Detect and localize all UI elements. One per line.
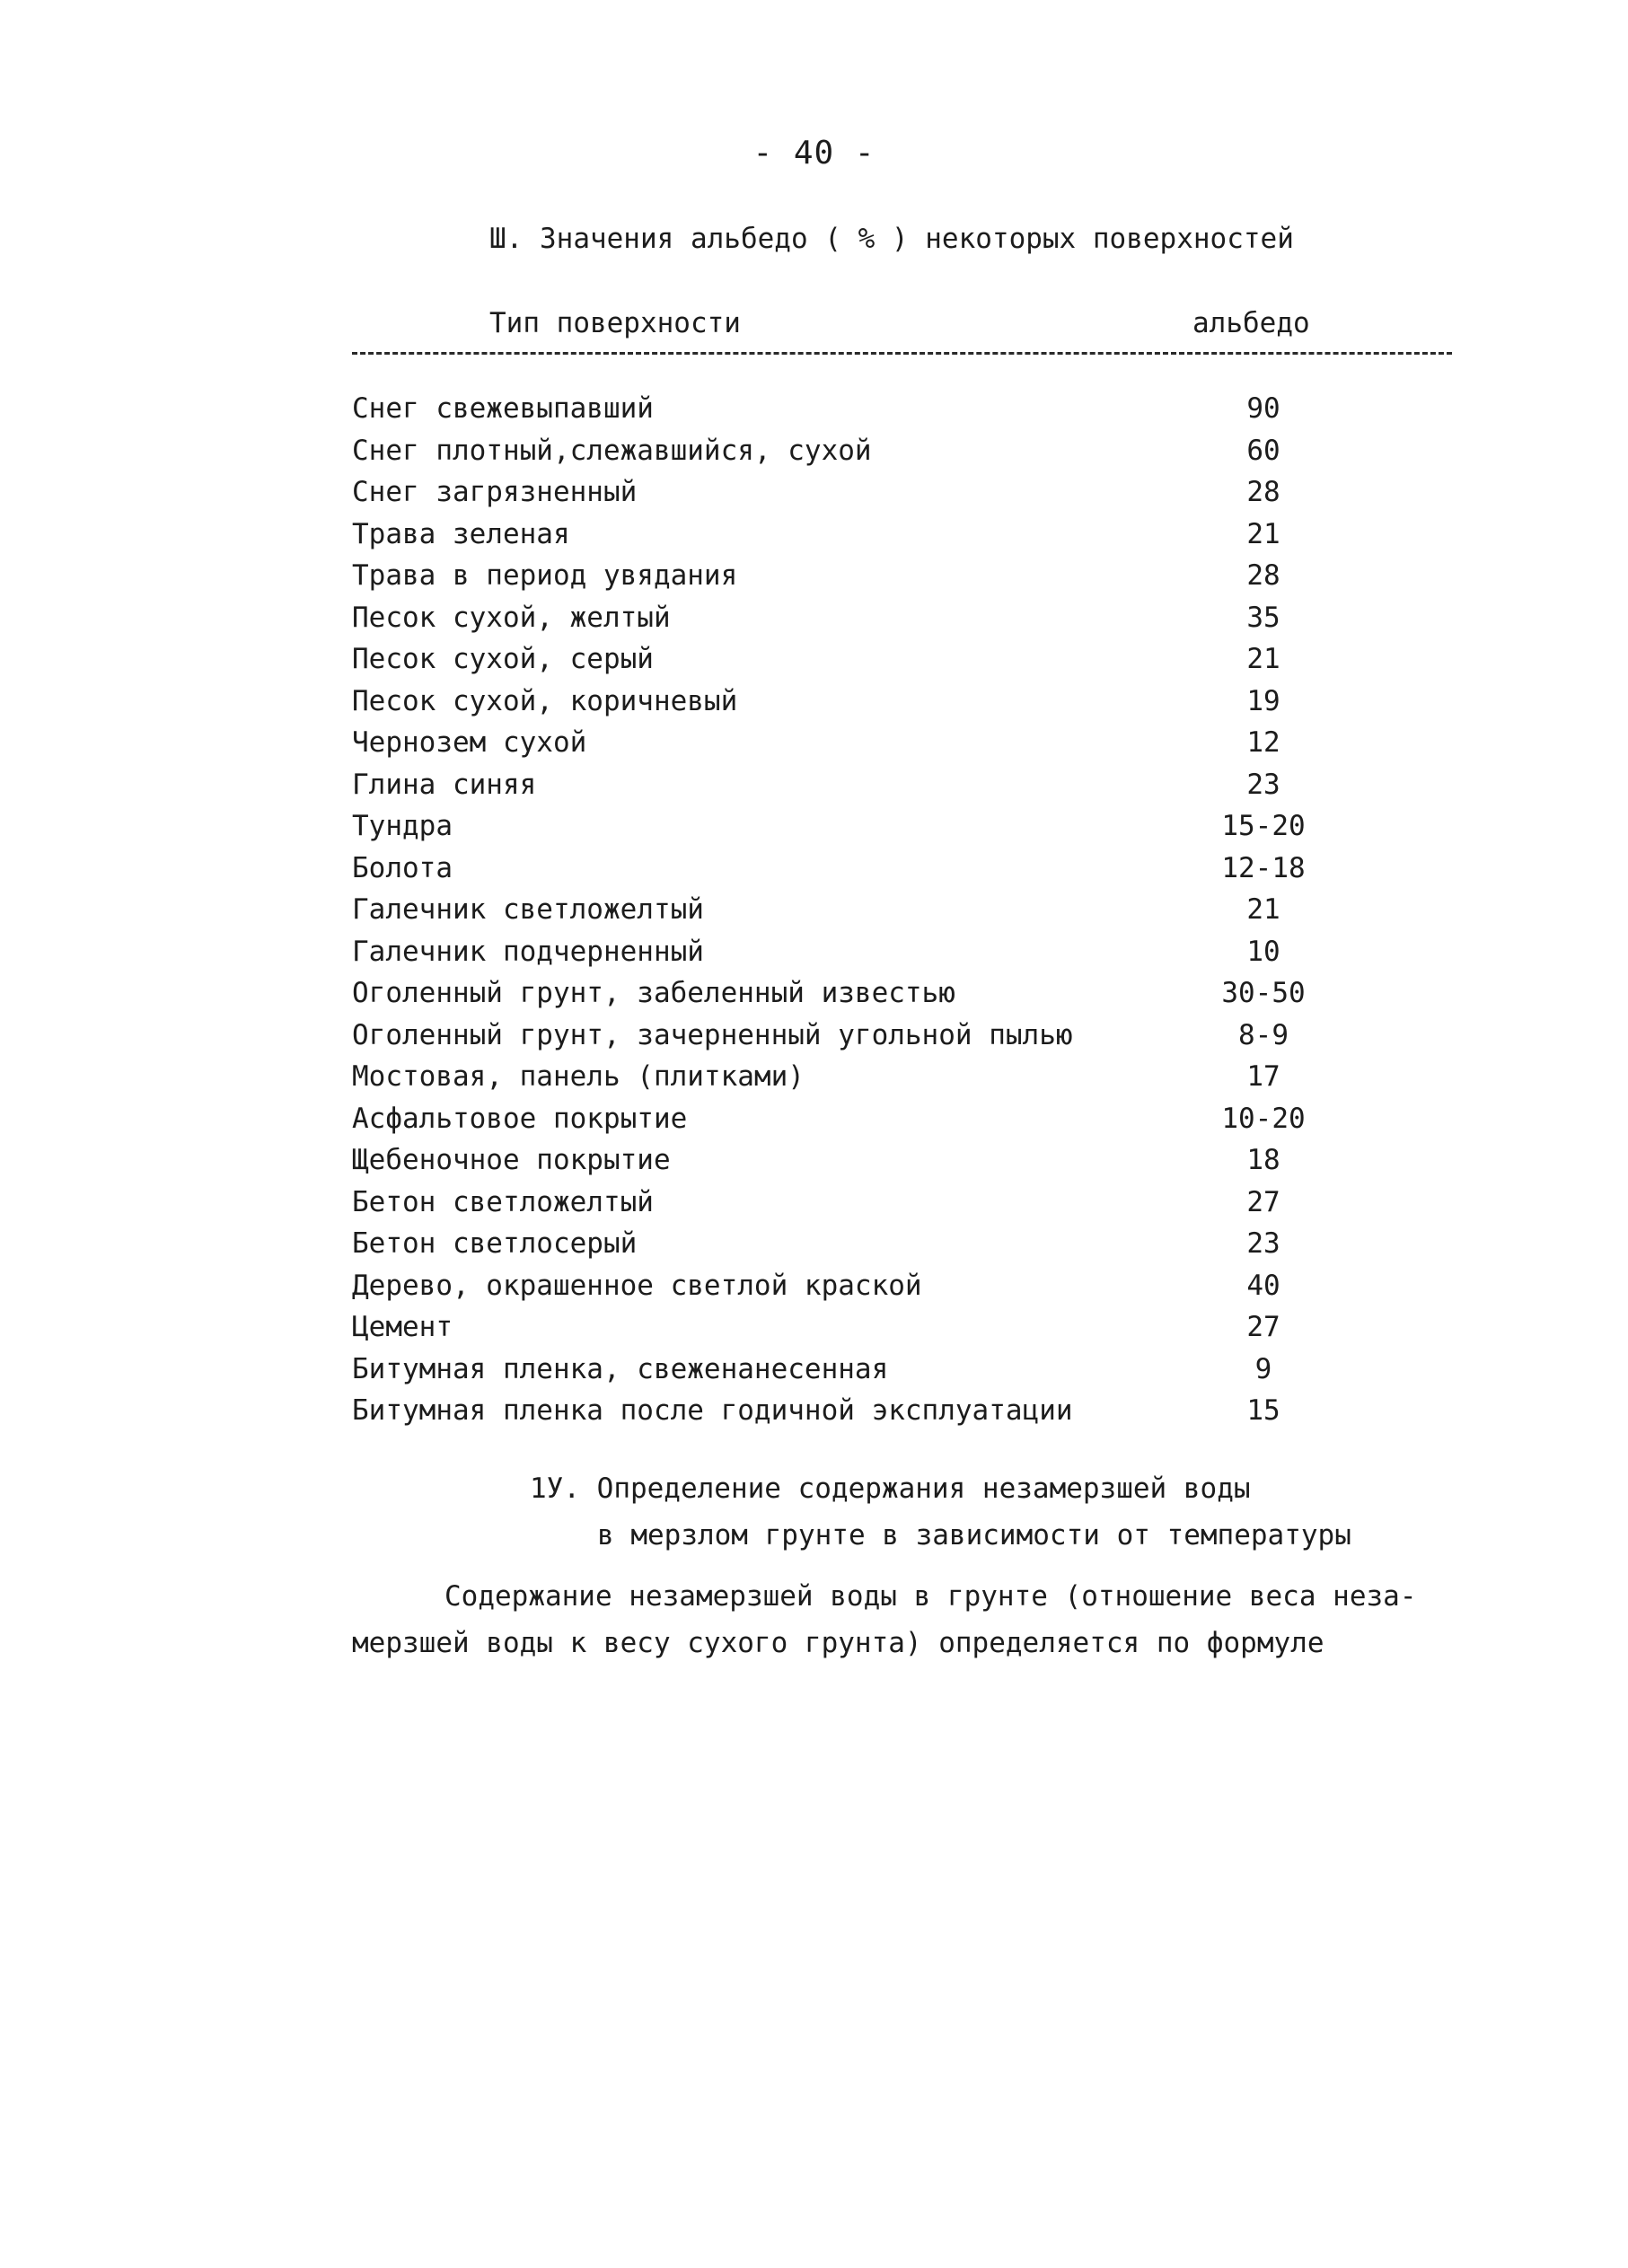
table-row bbox=[352, 1349, 1452, 1391]
table-row bbox=[352, 1139, 1452, 1182]
table-row bbox=[352, 597, 1452, 639]
surface-cell: Цемент bbox=[352, 1311, 453, 1343]
table-row bbox=[352, 889, 1452, 931]
surface-cell: Снег свежевыпавший bbox=[352, 392, 654, 425]
albedo-cell: 17 bbox=[1246, 1060, 1280, 1093]
table-row bbox=[352, 1390, 1452, 1432]
table-row bbox=[352, 388, 1452, 430]
section-heading-line-1: 1У. Определение содержания незамерзшей воды bbox=[530, 1472, 1251, 1505]
albedo-cell: 90 bbox=[1246, 392, 1280, 425]
table-row bbox=[352, 764, 1452, 806]
table-row bbox=[352, 848, 1452, 890]
body-paragraph bbox=[352, 1573, 1456, 1666]
table-row bbox=[352, 805, 1452, 848]
surface-cell: Оголенный грунт, забеленный известью bbox=[352, 977, 955, 1009]
table-row bbox=[352, 1306, 1452, 1349]
surface-cell: Тундра bbox=[352, 810, 453, 842]
albedo-cell: 21 bbox=[1246, 643, 1280, 675]
surface-cell: Снег загрязненный bbox=[352, 476, 638, 508]
table-title: Ш. Значения альбедо ( % ) некоторых поверхностей bbox=[489, 223, 1294, 255]
albedo-cell: 15 bbox=[1246, 1394, 1280, 1427]
albedo-cell: 23 bbox=[1246, 768, 1280, 801]
surface-cell: Глина синяя bbox=[352, 768, 537, 801]
albedo-cell: 18 bbox=[1246, 1144, 1280, 1176]
column-header-albedo: альбедо bbox=[1192, 307, 1310, 339]
albedo-cell: 21 bbox=[1246, 893, 1280, 926]
table-row bbox=[352, 1265, 1452, 1307]
table-row bbox=[352, 514, 1452, 556]
surface-cell: Бетон светложелтый bbox=[352, 1185, 654, 1218]
table-row bbox=[352, 1098, 1452, 1140]
albedo-cell: 23 bbox=[1246, 1227, 1280, 1260]
surface-cell: Галечник светложелтый bbox=[352, 893, 704, 926]
surface-cell: Песок сухой, коричневый bbox=[352, 684, 738, 717]
table-row bbox=[352, 1223, 1452, 1265]
albedo-cell: 10-20 bbox=[1221, 1102, 1306, 1135]
surface-cell: Асфальтовое покрытие bbox=[352, 1102, 688, 1135]
albedo-cell: 28 bbox=[1246, 559, 1280, 592]
albedo-cell: 12-18 bbox=[1221, 851, 1306, 884]
albedo-cell: 27 bbox=[1246, 1185, 1280, 1218]
albedo-cell: 8-9 bbox=[1238, 1018, 1289, 1051]
surface-cell: Щебеночное покрытие bbox=[352, 1144, 671, 1176]
surface-cell: Песок сухой, желтый bbox=[352, 601, 671, 634]
albedo-cell: 9 bbox=[1254, 1352, 1272, 1385]
column-header-surface-type: Тип поверхности bbox=[489, 307, 741, 339]
table-row bbox=[352, 1056, 1452, 1098]
surface-cell: Чернозем сухой bbox=[352, 726, 587, 759]
albedo-cell: 19 bbox=[1246, 684, 1280, 717]
table-row bbox=[352, 1015, 1452, 1057]
albedo-cell: 21 bbox=[1246, 517, 1280, 550]
table-row bbox=[352, 555, 1452, 597]
surface-cell: Бетон светлосерый bbox=[352, 1227, 638, 1260]
paragraph-line-1: Содержание незамерзшей воды в грунте (отношение веса неза- bbox=[444, 1580, 1417, 1613]
albedo-cell: 28 bbox=[1246, 476, 1280, 508]
surface-cell: Мостовая, панель (плитками) bbox=[352, 1060, 805, 1093]
albedo-cell: 27 bbox=[1246, 1311, 1280, 1343]
page-number: - 40 - bbox=[752, 135, 876, 171]
table-row bbox=[352, 931, 1452, 973]
section-heading-line-2: в мерзлом грунте в зависимости от температуры bbox=[597, 1519, 1351, 1552]
paragraph-line-2: мерзшей воды к весу сухого грунта) определяется по формуле bbox=[352, 1627, 1324, 1659]
table-row bbox=[352, 471, 1452, 514]
albedo-cell: 60 bbox=[1246, 434, 1280, 467]
albedo-table bbox=[352, 388, 1452, 1432]
header-divider bbox=[352, 352, 1452, 355]
table-row bbox=[352, 430, 1452, 472]
surface-cell: Галечник подчерненный bbox=[352, 935, 704, 968]
albedo-cell: 30-50 bbox=[1221, 977, 1306, 1009]
table-row bbox=[352, 1182, 1452, 1224]
surface-cell: Дерево, окрашенное светлой краской bbox=[352, 1269, 922, 1302]
albedo-cell: 40 bbox=[1246, 1269, 1280, 1302]
surface-cell: Песок сухой, серый bbox=[352, 643, 654, 675]
albedo-cell: 12 bbox=[1246, 726, 1280, 759]
albedo-cell: 10 bbox=[1246, 935, 1280, 968]
table-row bbox=[352, 722, 1452, 764]
surface-cell: Битумная пленка, свеженанесенная bbox=[352, 1352, 889, 1385]
surface-cell: Снег плотный,слежавшийся, сухой bbox=[352, 434, 872, 467]
surface-cell: Болота bbox=[352, 851, 453, 884]
table-row bbox=[352, 972, 1452, 1015]
albedo-cell: 15-20 bbox=[1221, 810, 1306, 842]
surface-cell: Трава в период увядания bbox=[352, 559, 738, 592]
surface-cell: Оголенный грунт, зачерненный угольной пылью bbox=[352, 1018, 1073, 1051]
surface-cell: Битумная пленка после годичной эксплуатации bbox=[352, 1394, 1073, 1427]
table-row bbox=[352, 638, 1452, 681]
table-row bbox=[352, 681, 1452, 723]
surface-cell: Трава зеленая bbox=[352, 517, 570, 550]
albedo-cell: 35 bbox=[1246, 601, 1280, 634]
